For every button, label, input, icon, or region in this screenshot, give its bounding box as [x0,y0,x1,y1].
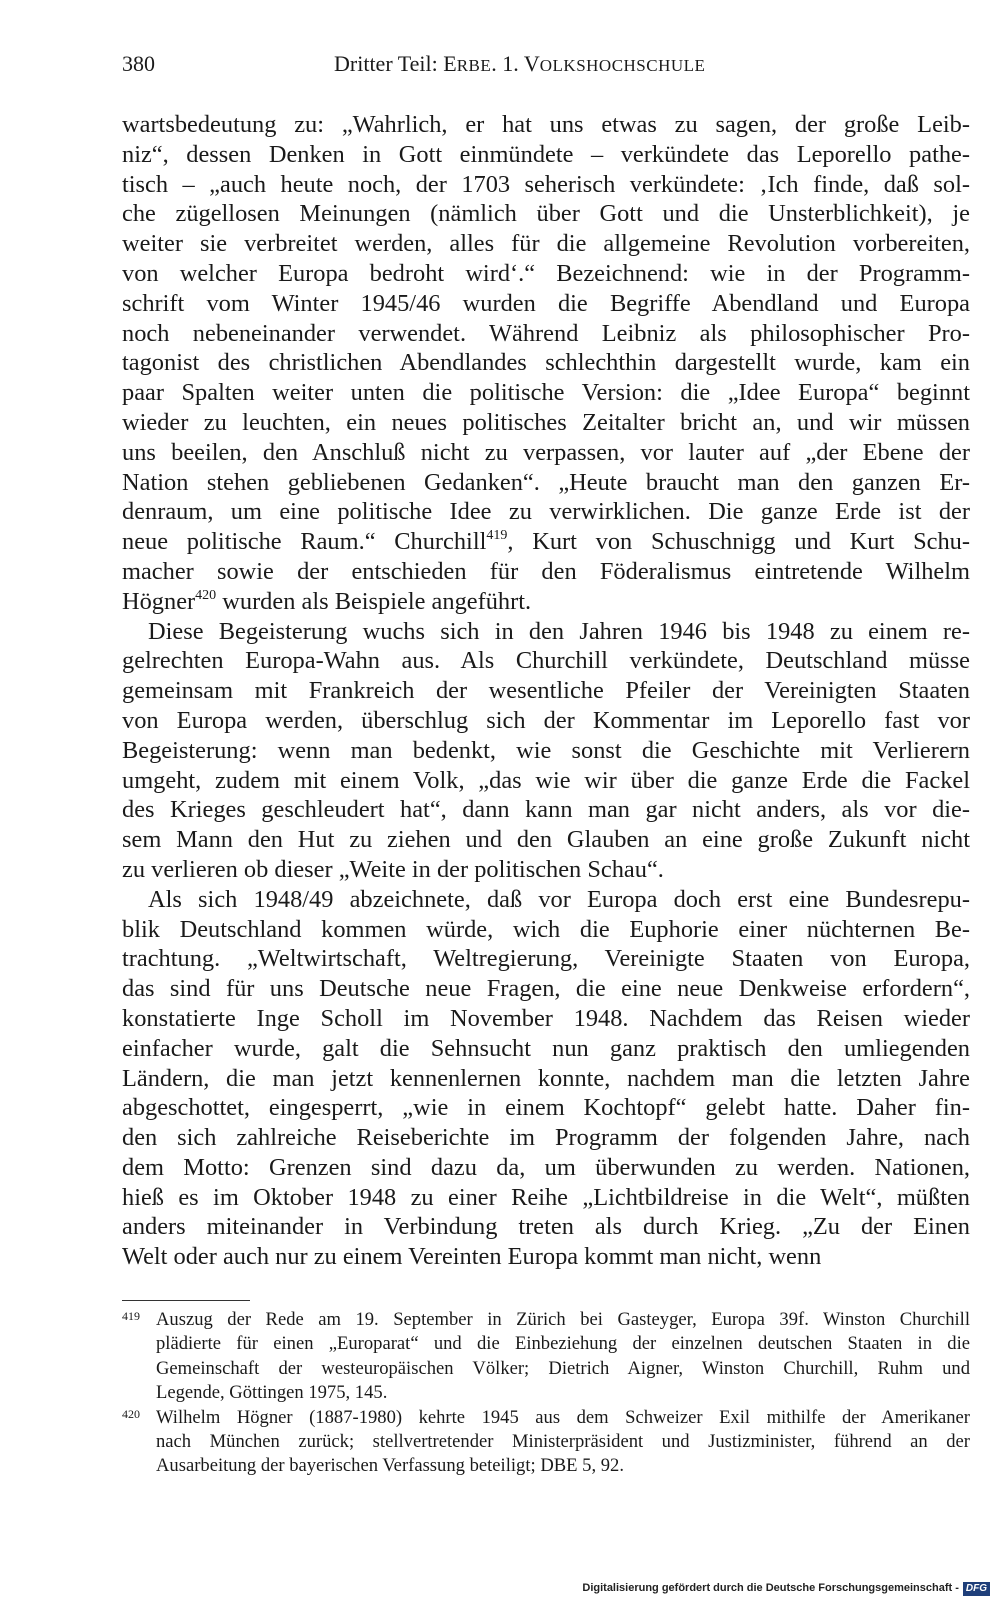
text-segment: Begeisterung: wenn man bedenkt, wie sonst die Geschichte mit Verlierern [122,736,970,764]
text-segment: den sich zahlreiche Reiseberichte im Programm der folgenden Jahre, nach [122,1124,970,1152]
text-line [122,289,970,319]
text-line [122,229,970,259]
text-line [122,348,970,378]
text-segment: schrift vom Winter 1945/46 wurden die Begriffe Abendland und Europa [122,289,970,317]
text-segment: uns beeilen, den Anschluß nicht zu verpassen, vor lauter auf „der Ebene der [122,438,970,466]
footnote-reference: 420 [195,587,217,603]
text-line [122,825,970,855]
text-line [122,199,970,229]
text-line [122,1153,970,1183]
text-segment: tisch – „auch heute noch, der 1703 seherisch verkündete: ‚Ich finde, daß sol- [122,170,970,198]
footnote-number: 420 [122,1406,140,1421]
text-segment: macher sowie der entschieden für den Föderalismus eintretende Wilhelm [122,557,970,585]
text-line [122,1004,970,1034]
text-line [122,706,970,736]
text-segment: trachtung. „Weltwirtschaft, Weltregierung, Vereinigte Staaten von Europa, [122,945,970,973]
text-segment: blik Deutschland kommen würde, wich die Euphorie einer nüchternen Be- [122,915,970,943]
text-segment: das sind für uns Deutsche neue Fragen, die eine neue Denkweise erfordern“, [122,975,970,1003]
running-title-part: Dritter Teil: E [334,51,457,76]
text-line [122,378,970,408]
text-segment: anders miteinander in Verbindung treten als durch Krieg. „Zu der Einen [122,1213,970,1241]
running-title-smallcaps: OLKSHOCHSCHULE [539,56,706,75]
footnote-line: nach München zurück; stellvertretender Ministerpräsident und Justizminister, führend an der [156,1430,970,1452]
footnote [122,1406,970,1479]
text-line [122,408,970,438]
body-text [122,110,970,1272]
text-segment: niz“, dessen Denken in Gott einmündete – verkündete das Leporello pathe- [122,140,970,168]
text-segment: Welt oder auch nur zu einem Vereinten Europa kommt man nicht, wenn [122,1243,822,1271]
text-line [122,617,970,647]
text-line [122,855,970,885]
text-segment: che zügellosen Meinungen (nämlich über Gott und die Unsterblichkeit), je [122,200,970,228]
text-line [122,170,970,200]
text-segment: von welcher Europa bedroht wird‘.“ Bezeichnend: wie in der Programm- [122,259,970,287]
text-segment: dem Motto: Grenzen sind dazu da, um überwunden zu werden. Nationen, [122,1153,970,1181]
footnote-line: Auszug der Rede am 19. September in Zürich bei Gasteyger, Europa 39f. Winston Churchill [156,1309,970,1330]
text-line [122,885,970,915]
text-line [122,468,970,498]
text-line [122,319,970,349]
footnote-line: plädierte für einen „Europarat“ und die Einbeziehung der einzelnen deutschen Staaten in die [156,1333,970,1355]
text-line [122,915,970,945]
text-line [122,259,970,289]
running-title-part: . 1. V [491,51,540,76]
dfg-logo: DFG [963,1582,990,1596]
text-line [122,1034,970,1064]
text-line [122,1212,970,1242]
text-line [122,497,970,527]
paragraph [122,617,970,885]
text-segment: umgeht, zudem mit einem Volk, „das wie wir über die ganze Erde die Fackel [122,766,970,794]
text-line [122,1093,970,1123]
text-line [122,1242,970,1272]
footnote [122,1308,970,1406]
text-segment: von Europa werden, überschlug sich der Kommentar im Leporello fast vor [122,706,970,734]
text-segment: neue politische Raum.“ Churchill [122,528,487,556]
footnote-line: Wilhelm Högner (1887-1980) kehrte 1945 aus dem Schweizer Exil mithilfe der Amerikaner [156,1406,970,1428]
text-segment: wurden als Beispiele angeführt. [216,587,532,615]
text-segment: gemeinsam mit Frankreich der wesentliche Pfeiler der Vereinigten Staaten [122,677,970,705]
text-segment: weiter sie verbreitet werden, alles für die allgemeine Revolution vorbereiten, [122,230,970,258]
text-segment: des Krieges geschleudert hat“, dann kann man gar nicht anders, als vor die- [122,796,970,824]
text-line [122,646,970,676]
text-line [122,1123,970,1153]
footnote-line: Ausarbeitung der bayerischen Verfassung beteiligt; DBE 5, 92. [156,1455,625,1477]
footnote-reference: 419 [486,528,508,544]
text-segment: Ländern, die man jetzt kennenlernen konnte, nachdem man die letzten Jahre [122,1064,970,1092]
text-segment: , Kurt von Schuschnigg und Kurt Schu- [507,528,970,556]
text-segment: abgeschottet, eingesperrt, „wie in einem Kochtopf“ gelebt hatte. Daher fin- [122,1094,970,1122]
text-line [122,527,970,557]
text-segment: denraum, um eine politische Idee zu verwirklichen. Die ganze Erde ist der [122,498,970,526]
text-segment: Nation stehen gebliebenen Gedanken“. „Heute braucht man den ganzen Er- [122,468,970,496]
text-segment: zu verlieren ob dieser „Weite in der politischen Schau“. [122,855,664,883]
text-line [122,736,970,766]
running-title-smallcaps: RBE [456,56,492,75]
running-head [122,48,954,80]
footnote-line: Gemeinschaft der westeuropäischen Völker; Dietrich Aigner, Winston Churchill, Ruhm und [156,1357,970,1379]
digitization-credit [582,1580,990,1596]
text-line [122,676,970,706]
text-line [122,1183,970,1213]
text-segment: Diese Begeisterung wuchs sich in den Jahren 1946 bis 1948 zu einem re- [148,617,970,645]
paragraph [122,110,970,617]
footnote-line: Legende, Göttingen 1975, 145. [156,1382,388,1404]
footnote-separator [122,1300,250,1301]
text-line [122,140,970,170]
text-segment: sem Mann den Hut zu ziehen und den Glauben an eine große Zukunft nicht [122,826,970,854]
text-segment: Als sich 1948/49 abzeichnete, daß vor Europa doch erst eine Bundesrepu- [148,885,970,913]
running-title [334,48,705,82]
text-segment: Högner [122,587,196,615]
text-line [122,557,970,587]
paragraph [122,885,970,1272]
footnotes [122,1308,970,1479]
text-segment: wieder zu leuchten, ein neues politisches Zeitalter bricht an, und wir müssen [122,408,970,436]
text-line [122,766,970,796]
text-segment: konstatierte Inge Scholl im November 1948. Nachdem das Reisen wieder [122,1004,970,1032]
text-line [122,974,970,1004]
text-segment: hieß es im Oktober 1948 zu einer Reihe „Lichtbildreise in die Welt“, müßten [122,1183,970,1211]
text-segment: noch nebeneinander verwendet. Während Leibniz als philosophischer Pro- [122,319,970,347]
page-number: 380 [122,51,155,76]
text-line [122,944,970,974]
text-segment: tagonist des christlichen Abendlandes schlechthin dargestellt wurde, kam ein [122,349,970,377]
text-line [122,110,970,140]
text-line [122,795,970,825]
text-segment: paar Spalten weiter unten die politische Version: die „Idee Europa“ beginnt [122,379,970,407]
credit-text: Digitalisierung gefördert durch die Deutsche Forschungsgemeinschaft - [582,1582,959,1594]
text-line [122,1064,970,1094]
footnote-number: 419 [122,1309,140,1323]
text-segment: einfacher wurde, galt die Sehnsucht nun ganz praktisch den umliegenden [122,1034,970,1062]
text-segment: wartsbedeutung zu: „Wahrlich, er hat uns etwas zu sagen, der große Leib- [122,111,970,138]
text-line [122,438,970,468]
text-segment: gelrechten Europa-Wahn aus. Als Churchill verkündete, Deutschland müsse [122,647,970,675]
text-line [122,587,970,617]
